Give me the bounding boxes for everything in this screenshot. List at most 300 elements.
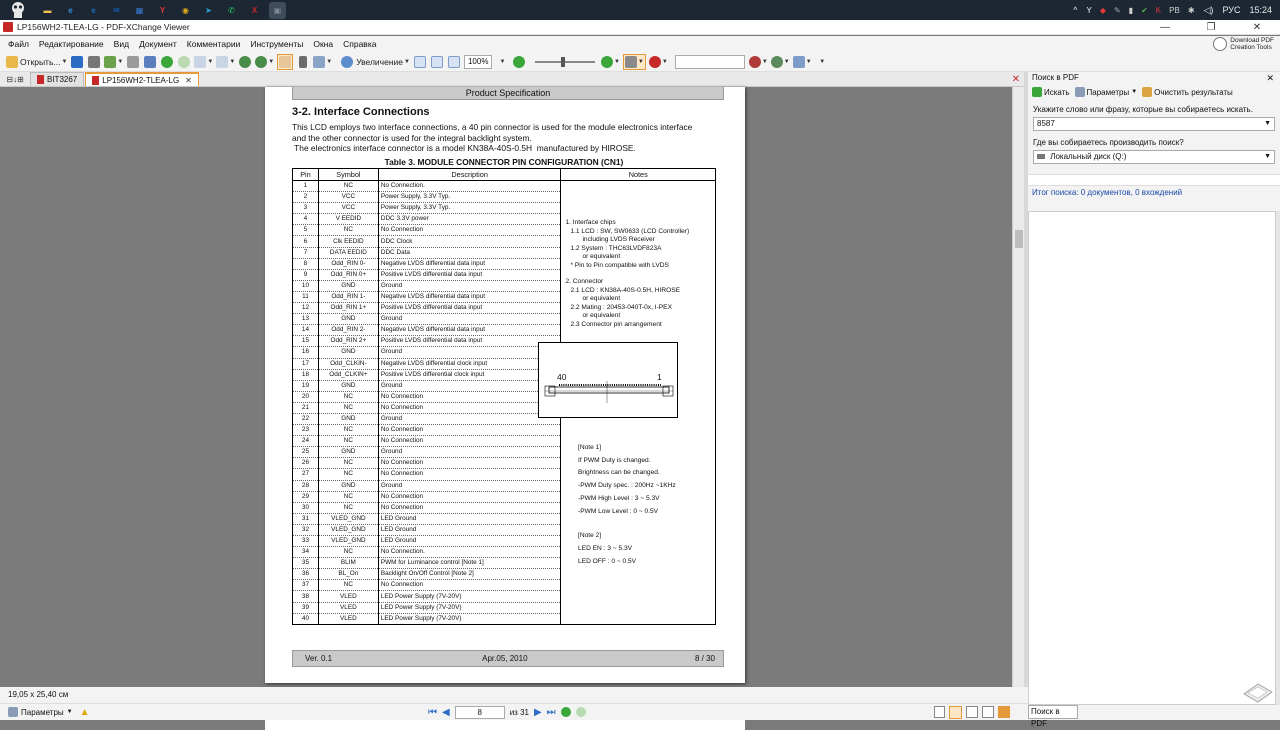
pin-cell: 37 <box>293 580 319 591</box>
pin-cell: 34 <box>293 547 319 558</box>
clear-results-button[interactable] <box>1142 87 1233 97</box>
description-cell: Ground <box>378 480 561 491</box>
search-params-label: Параметры <box>1086 87 1130 97</box>
forward-view-icon[interactable] <box>576 707 586 717</box>
page-size-status: 19,05 x 25,40 см <box>0 687 1028 703</box>
params-label: Параметры <box>21 707 64 717</box>
find-previous-icon <box>749 56 761 68</box>
tray-pen-icon[interactable]: ✎ <box>1113 5 1121 15</box>
menu-file[interactable]: Файл <box>8 39 29 49</box>
para-line: The electronics interface connector is a model KN38A-40S-0.5H manufactured by HIROSE. <box>292 143 636 154</box>
note-line: [Note 2] <box>578 532 602 540</box>
pin-cell: 26 <box>293 458 319 469</box>
symbol-cell: Odd_RIN 2- <box>318 325 378 336</box>
footer-date: Apr.05, 2010 <box>482 654 528 663</box>
symbol-cell: NC <box>318 436 378 447</box>
table-row <box>293 181 716 192</box>
clock[interactable]: 15:24 <box>1249 5 1272 15</box>
symbol-cell: NC <box>318 391 378 402</box>
interface-notes <box>565 181 711 329</box>
description-cell: LED Power Supply (7V-20V) <box>378 613 561 624</box>
description-cell: No Connection <box>378 458 561 469</box>
first-page-icon[interactable]: ⏮ <box>428 706 437 718</box>
symbol-cell: V EEDID <box>318 214 378 225</box>
pdf-page <box>265 87 745 683</box>
search-execute-button[interactable] <box>1032 87 1070 97</box>
pin-cell: 28 <box>293 480 319 491</box>
tray-shield-icon[interactable]: ◆ <box>1099 5 1106 15</box>
symbol-cell: GND <box>318 413 378 424</box>
explorer-icon[interactable]: ▬ <box>43 5 52 15</box>
window-title: LP156WH2-TLEA-LG - PDF-XChange Viewer <box>17 22 190 32</box>
menu-edit[interactable]: Редактирование <box>38 39 104 49</box>
volume-icon[interactable]: ◁) <box>1203 4 1214 15</box>
symbol-cell: Odd_RIN 2+ <box>318 336 378 347</box>
search-query-value: 8587 <box>1037 119 1055 128</box>
select-text-button[interactable] <box>296 54 310 70</box>
toolbar-overflow-button[interactable] <box>815 54 829 70</box>
pin-cell: 39 <box>293 602 319 613</box>
note-line: Brightness can be changed. <box>578 469 660 477</box>
chevron-down-icon: ▼ <box>61 58 68 65</box>
search-panel-tab[interactable]: Поиск в PDF <box>1028 705 1078 719</box>
tray-rb-icon[interactable]: РВ <box>1169 5 1180 15</box>
clear-results-label: Очистить результаты <box>1154 87 1233 97</box>
symbol-cell: NC <box>318 402 378 413</box>
pin-cell: 18 <box>293 369 319 380</box>
column-header-symbol: Symbol <box>318 169 378 181</box>
find-next-button[interactable] <box>771 54 790 70</box>
tray-chevron-icon[interactable]: ^ <box>1073 5 1078 15</box>
open-button[interactable] <box>6 54 67 70</box>
description-cell: Negative LVDS differential data input <box>378 291 561 302</box>
whatsapp-icon[interactable]: ✆ <box>228 5 235 15</box>
menu-tools[interactable]: Инструменты <box>250 39 304 49</box>
note-line: including LVDS Receiver <box>582 236 655 243</box>
search-button[interactable] <box>126 54 140 70</box>
description-cell: No Connection <box>378 502 561 513</box>
symbol-cell: GND <box>318 380 378 391</box>
note-line: 1.2 System : THC63LVDF823A <box>570 244 662 252</box>
restore-button[interactable]: ❐ <box>1206 21 1216 33</box>
description-cell: Backlight On/Off Control [Note 2] <box>378 569 561 580</box>
snapshot-button[interactable] <box>313 54 332 70</box>
pin-cell: 13 <box>293 314 319 325</box>
zoom-value-dropdown[interactable] <box>495 54 509 70</box>
telegram-icon[interactable]: ➤ <box>205 5 212 15</box>
undo-icon <box>194 56 206 68</box>
para-line: This LCD employs two interface connections, a 40 pin connector is used for the module electronics interface <box>292 122 693 132</box>
symbol-cell: NC <box>318 502 378 513</box>
close-panel-icon[interactable]: ✕ <box>1266 73 1274 83</box>
results-scrollbar[interactable] <box>1276 211 1280 705</box>
ocr-button[interactable] <box>143 54 157 70</box>
chevron-down-icon: ▼ <box>268 58 275 65</box>
connector-diagram <box>538 342 678 418</box>
minimize-button[interactable]: — <box>1160 21 1170 33</box>
pin-cell: 25 <box>293 447 319 458</box>
search-query-input[interactable] <box>1033 117 1275 131</box>
close-tab-icon[interactable]: ✕ <box>185 75 192 85</box>
redo-button[interactable] <box>216 54 235 70</box>
description-cell: No Connection <box>378 491 561 502</box>
search-progress-area <box>1028 174 1280 186</box>
pin-cell: 35 <box>293 558 319 569</box>
tab-label: LP156WH2-TLEA-LG <box>102 75 180 85</box>
single-page-view-icon[interactable] <box>934 706 945 718</box>
search-panel-toolbar <box>1028 84 1280 100</box>
note-line: -PWM High Level : 3 ~ 5.3V <box>578 494 660 502</box>
pwm-notes <box>578 442 676 568</box>
symbol-cell: GND <box>318 280 378 291</box>
chevron-down-icon: ▼ <box>805 58 812 65</box>
menu-view[interactable]: Вид <box>113 39 130 49</box>
zoom-value-input[interactable]: 100% <box>464 55 492 69</box>
chevron-down-icon: ▼ <box>207 58 214 65</box>
description-cell: Positive LVDS differential data input <box>378 303 561 314</box>
description-cell: DDC Data <box>378 247 561 258</box>
description-cell: LED Ground <box>378 513 561 524</box>
save-icon <box>71 56 83 68</box>
page-header: Product Specification <box>292 87 724 100</box>
find-next-icon <box>771 56 783 68</box>
symbol-cell: NC <box>318 469 378 480</box>
search-prompt: Укажите слово или фразу, которые вы собираетесь искать. <box>1033 105 1253 114</box>
tab-lp156wh2[interactable] <box>85 72 199 86</box>
column-header-notes: Notes <box>561 169 716 181</box>
start-avatar-icon[interactable] <box>0 0 36 20</box>
pin-cell: 5 <box>293 225 319 236</box>
symbol-cell: GND <box>318 314 378 325</box>
ie-icon[interactable]: e <box>91 5 96 15</box>
pin-cell: 16 <box>293 347 319 358</box>
close-window-button[interactable]: ✕ <box>1252 21 1262 33</box>
markup-tools-icon[interactable] <box>998 706 1010 718</box>
language-indicator[interactable]: РУС <box>1222 5 1241 15</box>
description-cell: No Connection <box>378 402 561 413</box>
pin-cell: 9 <box>293 269 319 280</box>
stamp-button[interactable] <box>793 54 812 70</box>
promo-globe-icon <box>1213 37 1227 51</box>
chrome-icon[interactable]: ◉ <box>182 5 189 15</box>
search-panel-title-row <box>1028 72 1280 84</box>
symbol-cell: Odd_CLKIN+ <box>318 369 378 380</box>
tab-label: BIT3267 <box>47 75 78 84</box>
search-results-list[interactable] <box>1028 211 1276 705</box>
zoom-label: Увеличение <box>356 56 404 67</box>
search-icon <box>1032 87 1042 97</box>
chevron-down-icon: ▼ <box>613 58 620 65</box>
symbol-cell: NC <box>318 458 378 469</box>
fit-width-button[interactable] <box>447 54 461 70</box>
promo-line-1: Download PDF <box>1230 37 1274 44</box>
note-line: or equivalent <box>582 295 621 302</box>
find-previous-button[interactable] <box>749 54 768 70</box>
symbol-cell: Odd_RIN 1+ <box>318 303 378 314</box>
description-cell: LED Ground <box>378 524 561 535</box>
pdf-xchange-taskbar-icon[interactable]: X <box>251 5 258 15</box>
close-document-icon[interactable]: ✕ <box>1011 73 1020 85</box>
zoom-out-icon <box>513 56 525 68</box>
pin-cell: 8 <box>293 258 319 269</box>
symbol-cell: NC <box>318 225 378 236</box>
connector-drawing <box>545 381 673 411</box>
markup-button[interactable] <box>649 54 668 70</box>
section-title: 3-2. Interface Connections <box>292 106 430 118</box>
rotate-right-button[interactable] <box>255 54 274 70</box>
description-cell: LED Power Supply (7V-20V) <box>378 602 561 613</box>
current-page-input[interactable]: 8 <box>455 706 505 719</box>
note-line: -PWM Duty spec. : 200Hz ~1KHz <box>578 482 676 490</box>
pin-cell: 38 <box>293 591 319 602</box>
description-cell: No Connection. <box>378 547 561 558</box>
pin-cell: 33 <box>293 536 319 547</box>
fit-page-icon <box>431 56 443 68</box>
links-button[interactable] <box>623 54 646 70</box>
pin-cell: 3 <box>293 203 319 214</box>
symbol-cell: GND <box>318 447 378 458</box>
symbol-cell: VCC <box>318 203 378 214</box>
pin-cell: 27 <box>293 469 319 480</box>
quick-find-input[interactable] <box>675 55 745 69</box>
chevron-down-icon: ▼ <box>783 58 790 65</box>
description-cell: PWM for Luminance control [Note 1] <box>378 558 561 569</box>
symbol-cell: VLED_GND <box>318 536 378 547</box>
snapshot-icon <box>313 56 325 68</box>
page-total: из 31 <box>509 707 529 717</box>
tray-network-icon[interactable]: ▮ <box>1128 5 1134 15</box>
pin-cell: 24 <box>293 436 319 447</box>
pin-cell: 22 <box>293 413 319 424</box>
promo-line-2: Creation Tools <box>1230 44 1272 51</box>
next-page-icon[interactable]: ▶ <box>533 706 542 718</box>
menu-bar <box>0 36 1280 52</box>
folder-open-icon <box>6 56 18 68</box>
note-line: 1.1 LCD : SW, SW0633 (LCD Controller) <box>570 227 690 235</box>
tray-bluetooth-icon[interactable]: ✱ <box>1187 5 1195 15</box>
note-line: 2.3 Connector pin arrangement <box>570 320 662 328</box>
window-titlebar <box>0 20 1280 35</box>
redo-icon <box>216 56 228 68</box>
chevron-down-icon[interactable]: ▼ <box>1264 120 1271 127</box>
search-panel-title: Поиск в PDF <box>1032 73 1079 82</box>
menu-help[interactable]: Справка <box>343 39 377 49</box>
forward-button[interactable] <box>177 54 191 70</box>
pin-cell: 40 <box>293 613 319 624</box>
note-line: * Pin to Pin compatible with LVDS <box>570 261 669 269</box>
pin-cell: 10 <box>293 280 319 291</box>
stamp-icon <box>793 56 805 68</box>
pin-cell: 1 <box>293 181 319 192</box>
symbol-cell: Odd_RIN 0+ <box>318 269 378 280</box>
note-line: LED EN : 3 ~ 5.3V <box>578 544 633 552</box>
tray-yandex-icon[interactable]: Y <box>1086 5 1092 15</box>
fit-page-button[interactable] <box>430 54 444 70</box>
store-icon[interactable]: ▦ <box>135 5 144 15</box>
note-line: 2.2 Mating : 20453-040T-0x, I-PEX <box>570 303 672 311</box>
tray-check-icon[interactable]: ✔ <box>1141 5 1148 15</box>
tab-bit3267[interactable] <box>30 72 84 86</box>
description-cell: No Connection <box>378 391 561 402</box>
description-cell: DDC Clock <box>378 236 561 247</box>
pin-cell: 12 <box>293 303 319 314</box>
search-location-select[interactable] <box>1033 150 1275 164</box>
description-cell: Power Supply, 3.3V Typ. <box>378 203 561 214</box>
zoom-out-button[interactable] <box>512 54 526 70</box>
pin-cell: 4 <box>293 214 319 225</box>
symbol-cell: VCC <box>318 192 378 203</box>
chevron-down-icon: ▼ <box>1131 89 1138 95</box>
system-tray <box>1073 5 1280 16</box>
document-view[interactable] <box>0 87 1012 687</box>
search-icon <box>127 56 139 68</box>
connector-label-40: 40 <box>557 372 567 382</box>
description-cell: No Connection. <box>378 181 561 192</box>
pin-cell: 6 <box>293 236 319 247</box>
tab-navigation[interactable]: ⊟↓⊞ <box>6 74 24 84</box>
description-cell: No Connection <box>378 469 561 480</box>
note-line: 1. Interface chips <box>565 219 616 226</box>
menu-document[interactable]: Документ <box>139 39 177 49</box>
note-line: If PWM Duty is changed. <box>578 456 651 464</box>
edge-icon[interactable]: e <box>68 5 73 15</box>
symbol-cell: NC <box>318 580 378 591</box>
last-page-icon[interactable]: ⏭ <box>546 706 556 718</box>
description-cell: No Connection <box>378 425 561 436</box>
outlook-icon[interactable]: ✉ <box>113 5 120 15</box>
print-button[interactable] <box>87 54 101 70</box>
note-line: or equivalent <box>582 253 621 260</box>
table-header-row <box>293 169 716 181</box>
note-line: 2. Connector <box>565 278 604 285</box>
pdf-file-icon <box>92 76 99 85</box>
symbol-cell: VLED <box>318 591 378 602</box>
download-pdf-tools-promo[interactable] <box>1213 37 1274 51</box>
symbol-cell: GND <box>318 347 378 358</box>
symbol-cell: VLED_GND <box>318 524 378 535</box>
description-cell: Negative LVDS differential clock input <box>378 358 561 369</box>
description-cell: Positive LVDS differential clock input <box>378 369 561 380</box>
pin-cell: 20 <box>293 391 319 402</box>
symbol-cell: NC <box>318 181 378 192</box>
page-footer <box>292 650 724 667</box>
back-arrow-icon <box>161 56 173 68</box>
pin-cell: 7 <box>293 247 319 258</box>
search-location-value: Локальный диск (Q:) <box>1050 152 1127 161</box>
rotate-left-button[interactable] <box>238 54 252 70</box>
search-in-pdf-panel <box>1028 72 1280 705</box>
footer-page-number: 8 / 30 <box>694 654 715 663</box>
previous-page-icon[interactable]: ◀ <box>442 706 450 718</box>
hand-tool-button[interactable] <box>277 54 293 70</box>
settings-icon <box>8 707 18 717</box>
symbol-cell: NC <box>318 491 378 502</box>
scrollbar-thumb[interactable] <box>1015 230 1023 248</box>
menu-comments[interactable]: Комментарии <box>186 39 241 49</box>
description-cell: Ground <box>378 347 561 358</box>
description-cell: LED Ground <box>378 536 561 547</box>
pin-cell: 23 <box>293 425 319 436</box>
warning-icon[interactable]: ▲ <box>79 706 90 718</box>
app-active-icon[interactable]: ▣ <box>269 2 286 19</box>
save-button[interactable] <box>70 54 84 70</box>
back-view-icon[interactable] <box>561 707 571 717</box>
symbol-cell: DATA EEDID <box>318 247 378 258</box>
description-cell: Ground <box>378 413 561 424</box>
tray-kaspersky-icon[interactable]: K <box>1155 5 1162 15</box>
note-line: or equivalent <box>582 312 621 319</box>
description-cell: Ground <box>378 380 561 391</box>
forward-arrow-icon <box>178 56 190 68</box>
menu-windows[interactable]: Окна <box>313 39 334 49</box>
pdf-xchange-logo-icon <box>1240 680 1274 704</box>
column-header-pin: Pin <box>293 169 319 181</box>
text-select-icon <box>299 56 307 68</box>
continuous-view-icon[interactable] <box>949 706 962 719</box>
back-button[interactable] <box>160 54 174 70</box>
zoom-in-button[interactable] <box>601 54 620 70</box>
chevron-down-icon: ▼ <box>499 58 506 65</box>
actual-size-button[interactable] <box>413 54 427 70</box>
chevron-down-icon: ▼ <box>404 58 410 65</box>
chevron-down-icon: ▼ <box>326 58 333 65</box>
footer-version: Ver. 0.1 <box>305 654 333 663</box>
search-result-summary: Итог поиска: 0 документов, 0 вхождений <box>1032 188 1183 197</box>
symbol-cell: Odd_RIN 1- <box>318 291 378 302</box>
yandex-icon[interactable]: Y <box>159 5 166 15</box>
pin-cell: 21 <box>293 402 319 413</box>
undo-button[interactable] <box>194 54 213 70</box>
pin-cell: 36 <box>293 569 319 580</box>
markup-icon <box>649 56 661 68</box>
params-dropdown[interactable] <box>8 707 90 718</box>
zoom-dropdown[interactable] <box>341 54 410 70</box>
open-button-label: Открыть... <box>20 56 61 67</box>
hand-icon <box>279 56 291 68</box>
pin-cell: 31 <box>293 513 319 524</box>
chevron-down-icon: ▼ <box>819 58 826 65</box>
email-icon <box>104 56 116 68</box>
zoom-in-icon <box>601 56 613 68</box>
intro-paragraph <box>292 122 732 154</box>
pin-cell: 29 <box>293 491 319 502</box>
page-layout-buttons <box>934 706 1010 719</box>
zoom-slider[interactable] <box>535 61 595 63</box>
facing-view-icon[interactable] <box>966 706 978 718</box>
column-header-description: Description <box>378 169 561 181</box>
pin-cell: 15 <box>293 336 319 347</box>
continuous-facing-view-icon[interactable] <box>982 706 994 718</box>
note-line: [Note 1] <box>578 444 602 451</box>
description-cell: Negative LVDS differential data input <box>378 325 561 336</box>
description-cell: Positive LVDS differential data input <box>378 336 561 347</box>
symbol-cell: Clk EEDID <box>318 236 378 247</box>
broom-icon <box>1142 87 1152 97</box>
pin-cell: 32 <box>293 524 319 535</box>
chevron-down-icon: ▼ <box>229 58 236 65</box>
rotate-right-icon <box>255 56 267 68</box>
symbol-cell: NC <box>318 547 378 558</box>
symbol-cell: Odd_RIN 0- <box>318 258 378 269</box>
email-button[interactable] <box>104 54 123 70</box>
chevron-down-icon[interactable]: ▼ <box>1264 153 1271 160</box>
symbol-cell: BLIM <box>318 558 378 569</box>
windows-taskbar <box>0 0 1280 20</box>
document-vertical-scrollbar[interactable] <box>1012 87 1024 687</box>
actual-size-icon <box>414 56 426 68</box>
bottom-navigation-bar <box>0 703 1028 720</box>
search-params-button[interactable] <box>1075 87 1138 97</box>
